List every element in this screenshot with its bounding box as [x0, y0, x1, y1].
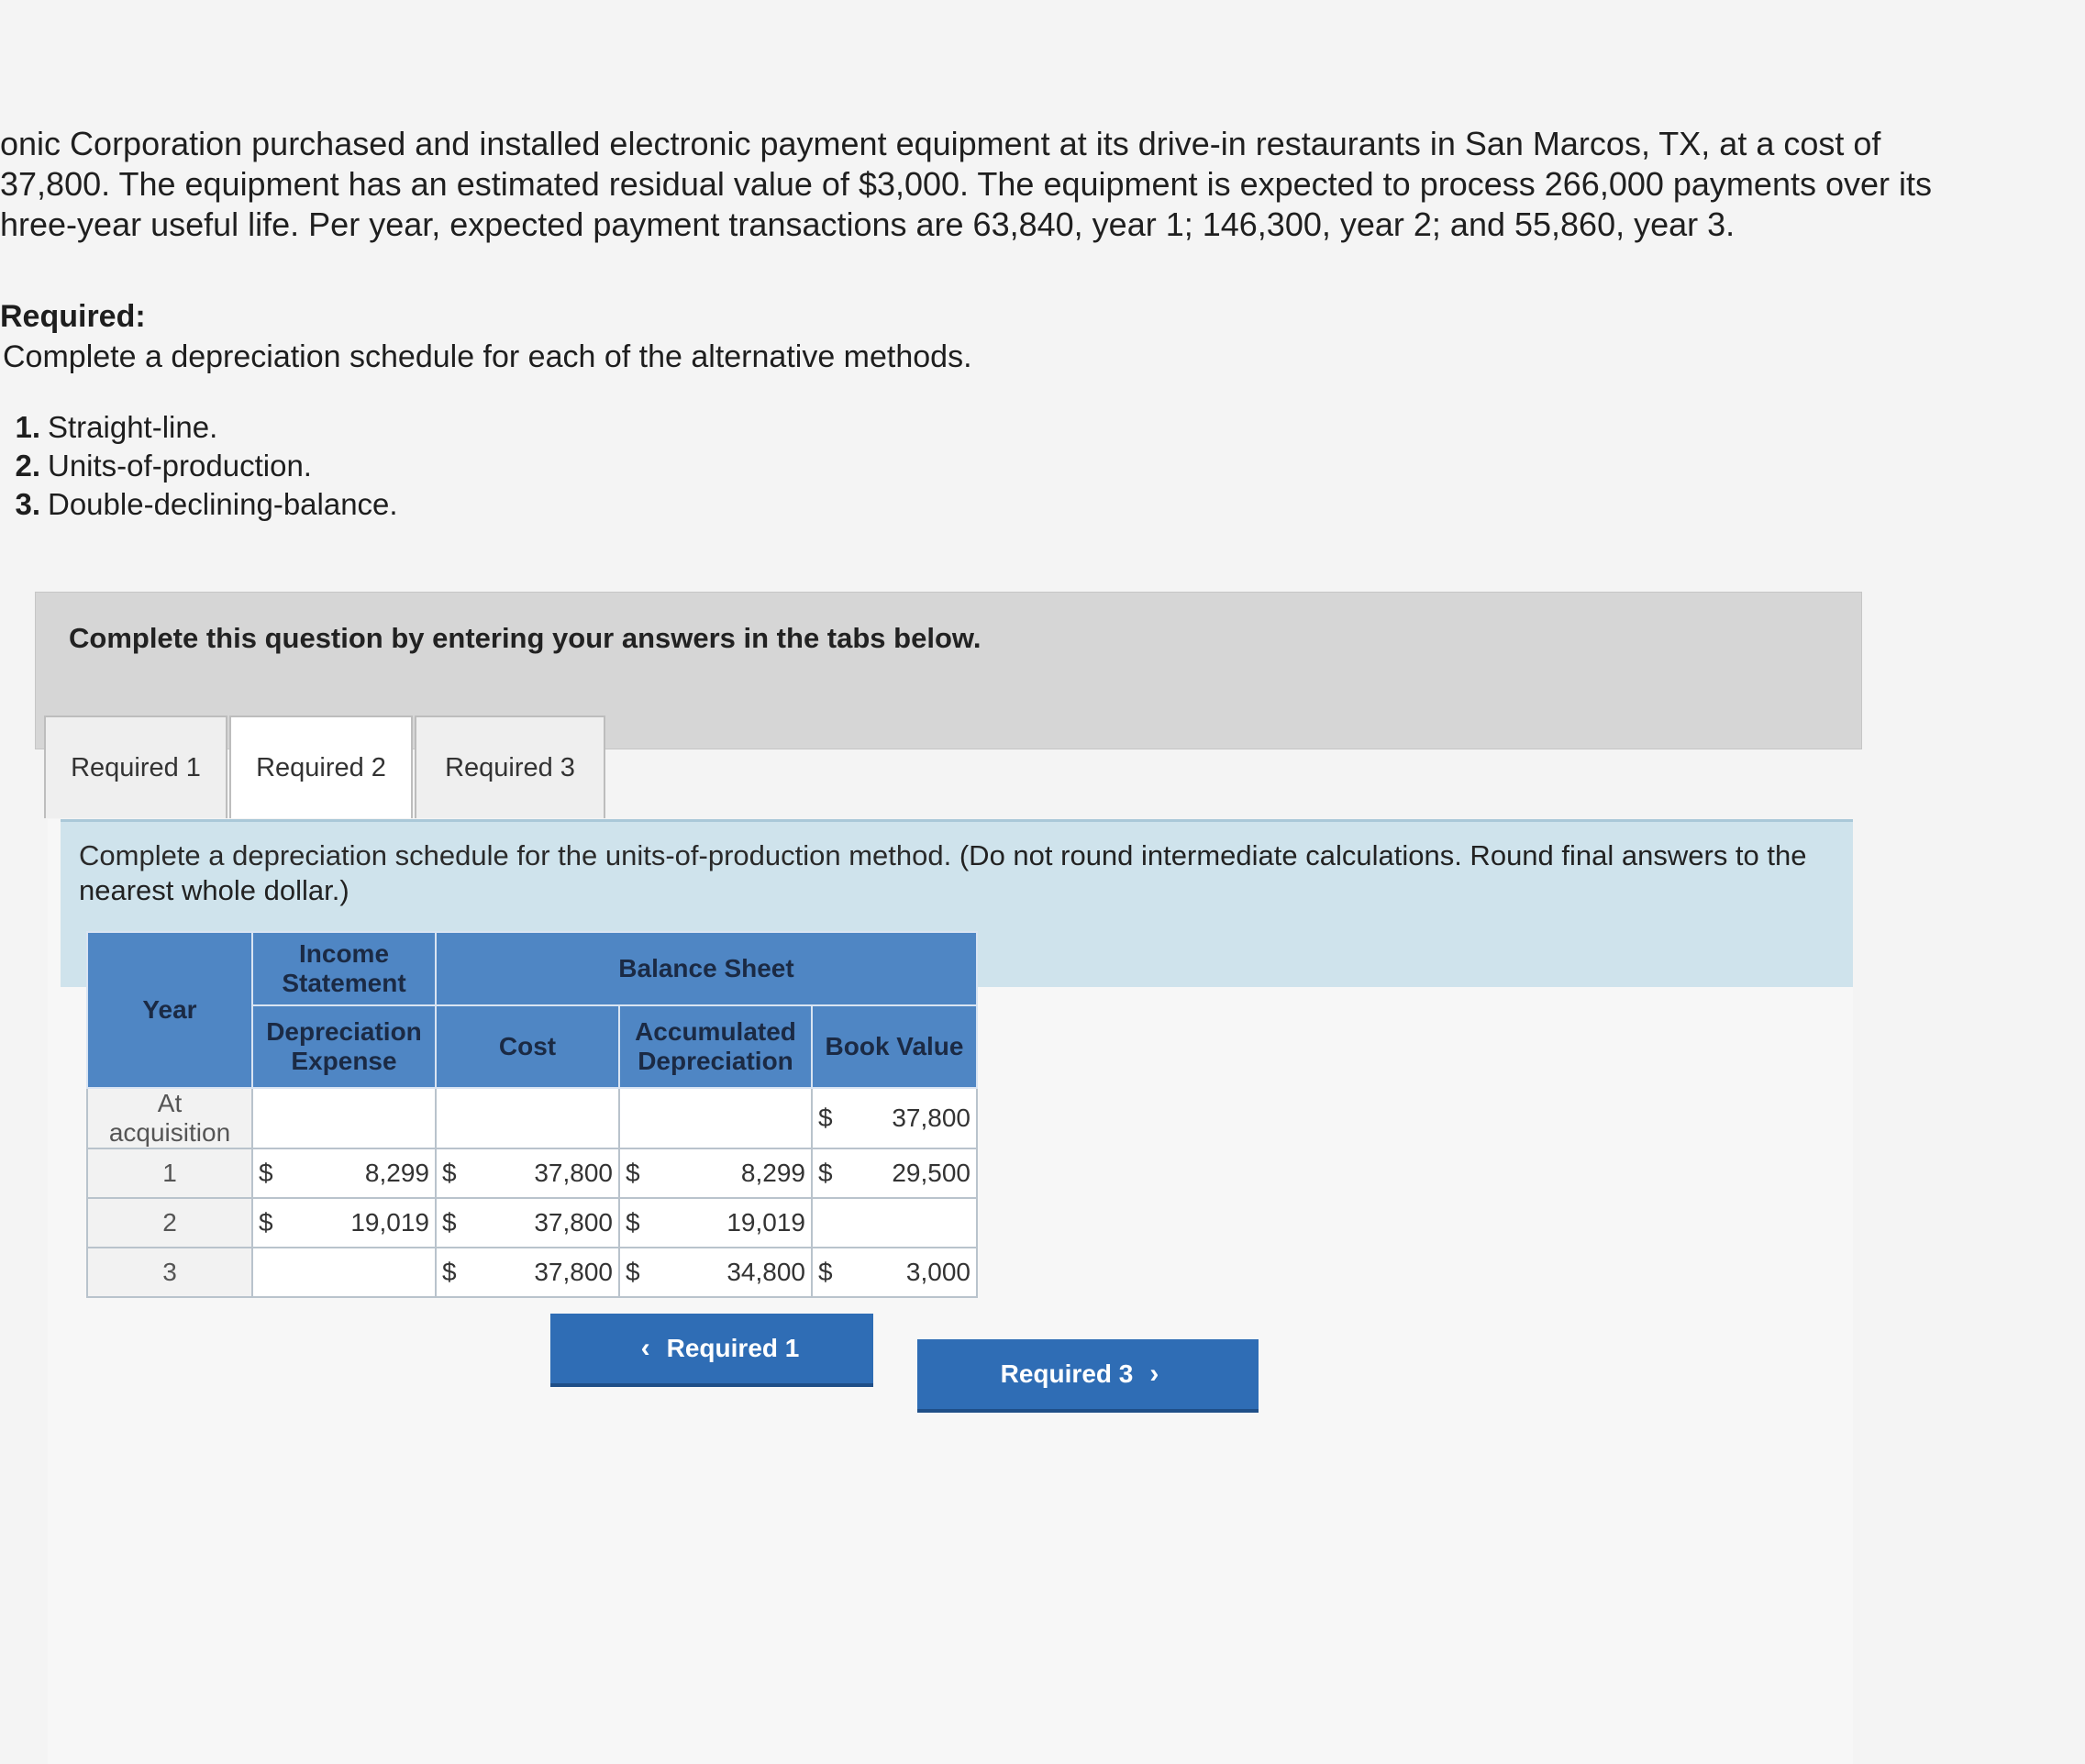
header-cost: Cost [436, 1005, 619, 1088]
tab-required-3[interactable]: Required 3 [415, 716, 605, 818]
prompt-note: (Do not round intermediate calculations. Round final answers to the nearest whole dollar.) [79, 839, 1807, 906]
method-item: 1. Straight-line. [15, 410, 218, 444]
problem-line-3: hree-year useful life. Per year, expected payment transactions are 63,840, year 1; 146,300, year 2; and 55,860, year 3. [0, 205, 1736, 243]
prev-button-label: Required 1 [666, 1334, 800, 1362]
prompt-text [79, 838, 1840, 908]
accumulated-input[interactable] [619, 1088, 812, 1148]
header-balance-sheet: Balance Sheet [436, 932, 977, 1005]
header-year: Year [87, 932, 252, 1088]
chevron-right-icon: › [1149, 1359, 1159, 1389]
problem-line-2: 37,800. The equipment has an estimated residual value of $3,000. The equipment is expected to process 266,000 payments over its [0, 165, 1932, 203]
next-button-label: Required 3 [1000, 1359, 1134, 1388]
book-value-input[interactable] [812, 1198, 977, 1248]
year-cell: 3 [87, 1248, 252, 1297]
tab-required-2[interactable]: Required 2 [229, 716, 413, 818]
year-cell: 1 [87, 1148, 252, 1198]
tab-required-1[interactable]: Required 1 [44, 716, 227, 818]
chevron-left-icon: ‹ [640, 1333, 650, 1363]
depreciation-input[interactable] [252, 1248, 436, 1297]
header-book-value: Book Value [812, 1005, 977, 1088]
book-value-input[interactable]: $ 3,000 [812, 1248, 977, 1297]
year-cell: At acquisition [87, 1088, 252, 1148]
cost-input[interactable]: $ 37,800 [436, 1148, 619, 1198]
cost-input[interactable]: $ 37,800 [436, 1248, 619, 1297]
table-row [87, 1248, 977, 1297]
prompt-main: Complete a depreciation schedule for the units-of-production method. [79, 839, 952, 871]
next-required-button[interactable] [917, 1339, 1259, 1413]
method-item: 3. Double-declining-balance. [15, 487, 398, 521]
accumulated-input[interactable]: $ 8,299 [619, 1148, 812, 1198]
instructions-text: Complete this question by entering your answers in the tabs below. [69, 622, 982, 654]
accumulated-input[interactable]: $ 19,019 [619, 1198, 812, 1248]
table-row [87, 1148, 977, 1198]
depreciation-input[interactable]: $ 19,019 [252, 1198, 436, 1248]
header-accumulated-depreciation: Accumulated Depreciation [619, 1005, 812, 1088]
header-depreciation-expense: Depreciation Expense [252, 1005, 436, 1088]
book-value-input[interactable]: $ 29,500 [812, 1148, 977, 1198]
table-row [87, 1198, 977, 1248]
header-income-statement: Income Statement [252, 932, 436, 1005]
year-cell: 2 [87, 1198, 252, 1248]
problem-statement [0, 124, 2073, 245]
accumulated-input[interactable]: $ 34,800 [619, 1248, 812, 1297]
required-description: Complete a depreciation schedule for each of the alternative methods. [3, 339, 972, 374]
book-value-input[interactable]: $ 37,800 [812, 1088, 977, 1148]
depreciation-schedule-table [86, 931, 978, 1298]
cost-input[interactable]: $ 37,800 [436, 1198, 619, 1248]
depreciation-input[interactable] [252, 1088, 436, 1148]
prev-required-button[interactable] [550, 1314, 873, 1387]
method-item: 2. Units-of-production. [15, 449, 312, 483]
methods-list [0, 408, 398, 524]
problem-line-1: onic Corporation purchased and installed electronic payment equipment at its drive-in restaurants in San Marcos, TX, at a cost of [0, 125, 1881, 162]
depreciation-input[interactable]: $ 8,299 [252, 1148, 436, 1198]
table-row [87, 1088, 977, 1148]
cost-input[interactable] [436, 1088, 619, 1148]
required-heading: Required: [0, 299, 146, 334]
